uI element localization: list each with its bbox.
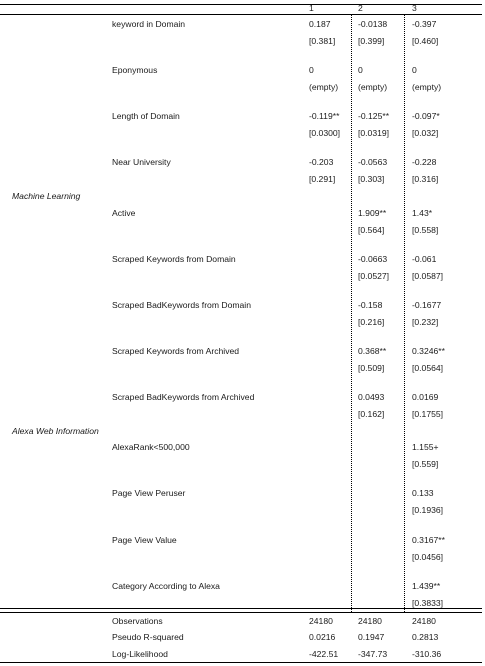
column-header-1: 1 (309, 3, 314, 13)
coefficient-cell: -0.158 (358, 300, 383, 310)
table-rule-4 (0, 662, 482, 663)
row-label: Page View Value (112, 535, 177, 545)
coefficient-cell: 0.3167** (412, 535, 445, 545)
row-label: Eponymous (112, 65, 158, 75)
std-error-cell: [0.460] (412, 36, 439, 46)
column-divider-1 (351, 14, 352, 612)
row-label: Page View Peruser (112, 488, 186, 498)
std-error-cell: [0.0319] (358, 128, 390, 138)
stat-label: Log-Likelihood (112, 649, 168, 659)
std-error-cell: [0.0564] (412, 363, 444, 373)
std-error-cell: [0.3833] (412, 598, 444, 608)
table-rule-1 (0, 14, 482, 15)
column-header-3: 3 (412, 3, 417, 13)
row-label: Length of Domain (112, 111, 180, 121)
stat-value: 0.0216 (309, 632, 336, 642)
row-label: keyword in Domain (112, 19, 186, 29)
std-error-cell: [0.291] (309, 174, 336, 184)
std-error-cell: (empty) (412, 82, 442, 92)
coefficient-cell: 0 (412, 65, 417, 75)
row-label: Scraped Keywords from Archived (112, 346, 240, 356)
std-error-cell: [0.303] (358, 174, 385, 184)
section-heading: Alexa Web Information (12, 426, 99, 436)
row-label: Active (112, 208, 136, 218)
coefficient-cell: 0.0169 (412, 392, 439, 402)
section-heading: Machine Learning (12, 191, 81, 201)
coefficient-cell: -0.0663 (358, 254, 388, 264)
coefficient-cell: 0.368** (358, 346, 387, 356)
coefficient-cell: 0.0493 (358, 392, 385, 402)
std-error-cell: [0.559] (412, 459, 439, 469)
std-error-cell: [0.162] (358, 409, 385, 419)
stat-label: Observations (112, 616, 163, 626)
std-error-cell: [0.0300] (309, 128, 341, 138)
coefficient-cell: -0.097* (412, 111, 440, 121)
std-error-cell: [0.509] (358, 363, 385, 373)
std-error-cell: [0.1755] (412, 409, 444, 419)
std-error-cell: [0.216] (358, 317, 385, 327)
coefficient-cell: -0.119** (309, 111, 340, 121)
row-label: AlexaRank<500,000 (112, 442, 190, 452)
std-error-cell: [0.232] (412, 317, 439, 327)
coefficient-cell: -0.1677 (412, 300, 442, 310)
std-error-cell: [0.558] (412, 225, 439, 235)
coefficient-cell: 1.909** (358, 208, 387, 218)
row-label: Scraped BadKeywords from Archived (112, 392, 255, 402)
std-error-cell: [0.564] (358, 225, 385, 235)
std-error-cell: [0.1936] (412, 505, 444, 515)
table-rule-0 (0, 4, 482, 5)
stat-label: Pseudo R-squared (112, 632, 184, 642)
row-label: Category According to Alexa (112, 581, 220, 591)
stat-value: -310.36 (412, 649, 442, 659)
row-label: Scraped Keywords from Domain (112, 254, 236, 264)
stat-value: 24180 (309, 616, 333, 626)
stat-value: 24180 (358, 616, 382, 626)
stat-value: 0.2813 (412, 632, 439, 642)
std-error-cell: [0.0587] (412, 271, 444, 281)
row-label: Scraped BadKeywords from Domain (112, 300, 251, 310)
std-error-cell: [0.0456] (412, 552, 444, 562)
table-rule-3 (0, 612, 482, 613)
table-rule-2 (0, 608, 482, 609)
stat-value: 24180 (412, 616, 436, 626)
coefficient-cell: -0.061 (412, 254, 437, 264)
std-error-cell: [0.381] (309, 36, 336, 46)
std-error-cell: [0.316] (412, 174, 439, 184)
coefficient-cell: 1.439** (412, 581, 441, 591)
stat-value: 0.1947 (358, 632, 385, 642)
coefficient-cell: -0.0563 (358, 157, 388, 167)
coefficient-cell: -0.228 (412, 157, 437, 167)
stat-value: -347.73 (358, 649, 388, 659)
coefficient-cell: -0.203 (309, 157, 334, 167)
coefficient-cell: 0 (358, 65, 363, 75)
coefficient-cell: -0.0138 (358, 19, 388, 29)
std-error-cell: [0.399] (358, 36, 385, 46)
std-error-cell: [0.032] (412, 128, 439, 138)
std-error-cell: [0.0527] (358, 271, 390, 281)
coefficient-cell: -0.125** (358, 111, 390, 121)
coefficient-cell: -0.397 (412, 19, 437, 29)
coefficient-cell: 0.133 (412, 488, 434, 498)
column-header-2: 2 (358, 3, 363, 13)
std-error-cell: (empty) (358, 82, 388, 92)
stat-value: -422.51 (309, 649, 339, 659)
coefficient-cell: 1.155+ (412, 442, 439, 452)
coefficient-cell: 0.3246** (412, 346, 445, 356)
coefficient-cell: 0 (309, 65, 314, 75)
column-divider-2 (404, 14, 405, 612)
coefficient-cell: 1.43* (412, 208, 433, 218)
std-error-cell: (empty) (309, 82, 339, 92)
row-label: Near University (112, 157, 171, 167)
coefficient-cell: 0.187 (309, 19, 331, 29)
